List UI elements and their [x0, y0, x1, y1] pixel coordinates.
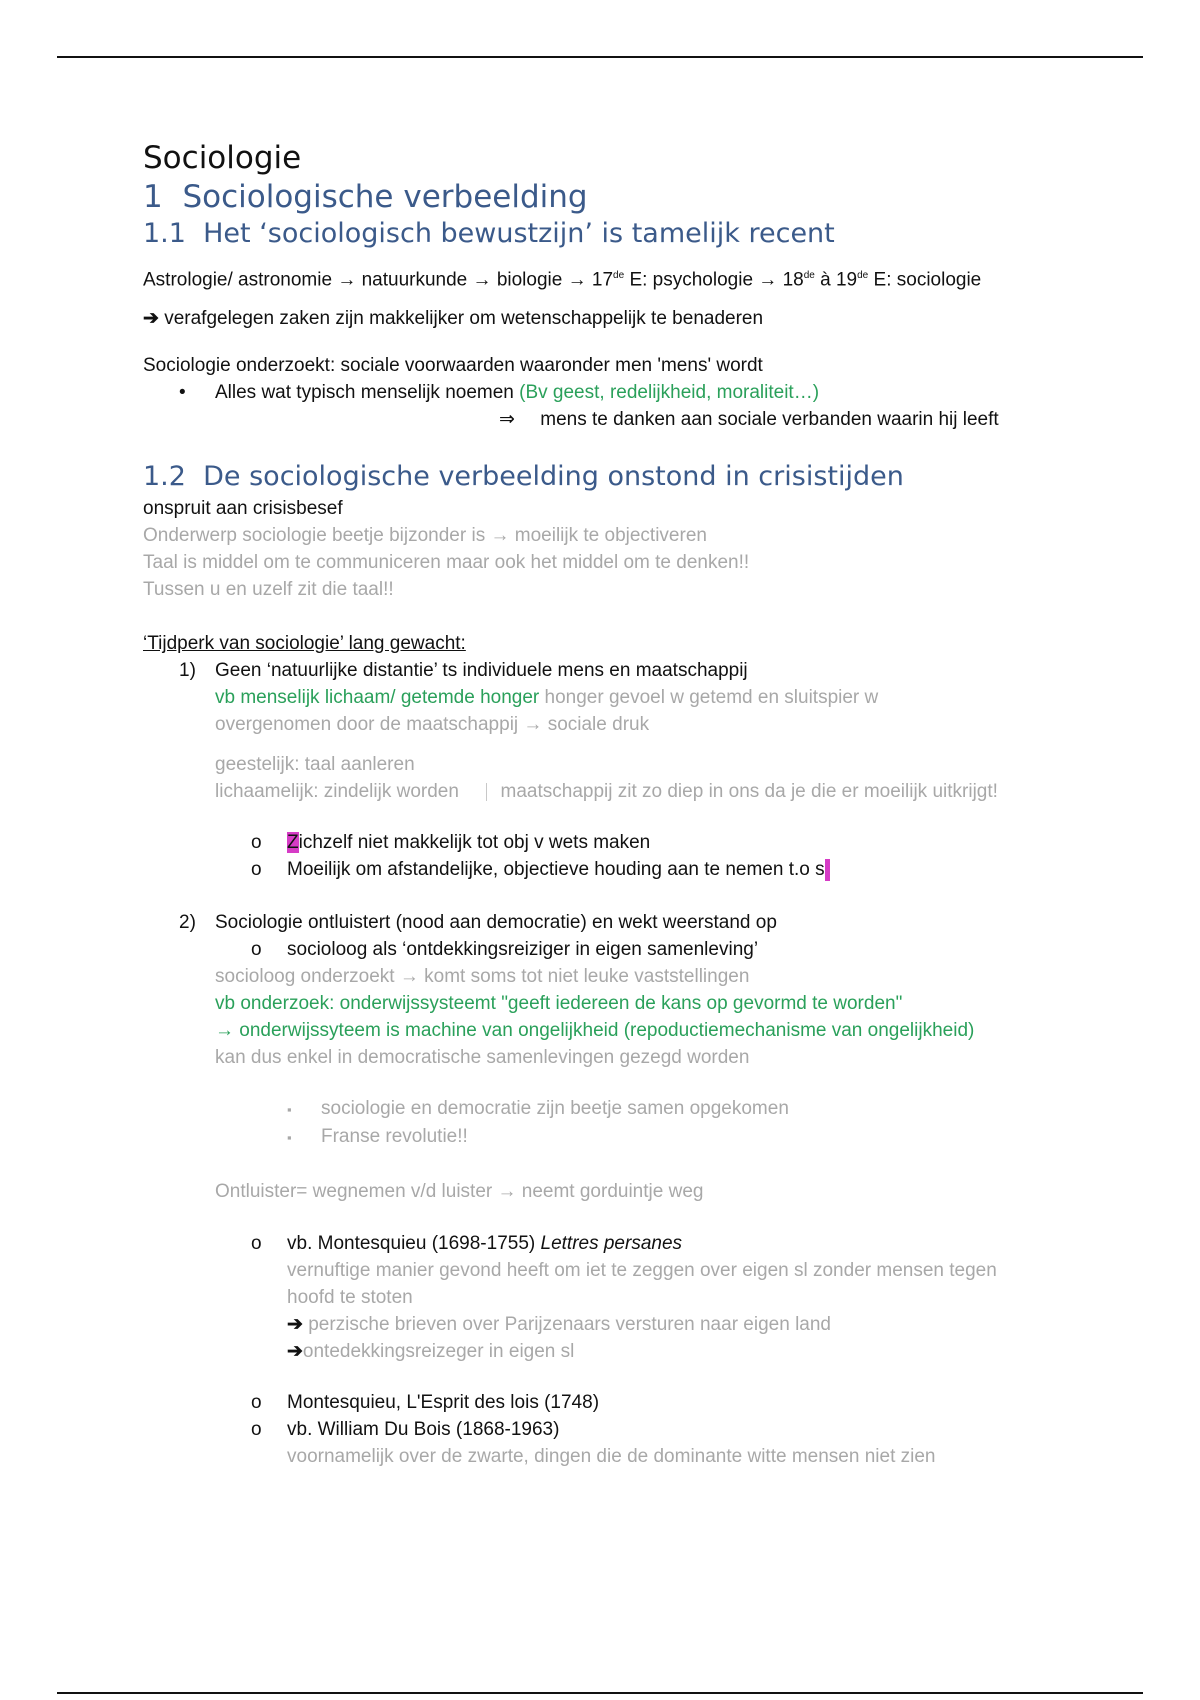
- bullet-dot-icon: •: [179, 382, 186, 404]
- square-item: [215, 1095, 1103, 1123]
- list-number: 2): [179, 912, 196, 934]
- doc-title: Sociologie: [143, 140, 302, 176]
- circle-bullet-icon: o: [251, 1392, 262, 1414]
- ontluister-definition: Ontluister= wegnemen v/d luister: [215, 1181, 493, 1203]
- arrow-icon: →: [472, 269, 492, 291]
- implies-text: mens te danken aan sociale verbanden waarin hij leeft: [540, 409, 999, 431]
- montesquieu-gray-1: vernuftige manier gevond heeft om iet te zeggen over eigen sl zonder mensen tegen: [287, 1260, 997, 1282]
- ontluister-result: neemt gorduintje weg: [521, 1181, 704, 1203]
- item2-green-2-text: onderwijssyteem is machine van ongelijkheid (repoductiemechanisme van ongelijkheid): [239, 1020, 975, 1042]
- item2-gray-line-1: [215, 963, 1103, 990]
- bullet-example: (Bv geest, redelijkheid, moraliteit…): [519, 382, 820, 404]
- example-esprit-des-lois: [251, 1389, 1103, 1416]
- list-item-1-text: Geen ‘natuurlijke distantie’ ts individuele mens en maatschappij: [215, 660, 748, 682]
- bullet-item: [143, 379, 1103, 406]
- onderwerp-line: [143, 522, 1103, 549]
- sub-item-2-text: Moeilijk om afstandelijke, objectieve houding aan te nemen t.o s: [287, 859, 825, 881]
- circle-bullet-icon: o: [251, 859, 262, 881]
- ontdekkingsreiziger-text: ontedekkingsreizeger in eigen sl: [302, 1341, 575, 1363]
- list-item-1: [143, 657, 1103, 684]
- timeline-psychologie: E: psychologie: [629, 269, 754, 291]
- heading-1: [143, 178, 1103, 216]
- heading-1-1: [143, 216, 1103, 252]
- du-bois-text: vb. William Du Bois (1868-1963): [287, 1419, 560, 1441]
- arrow-icon: →: [215, 1020, 234, 1042]
- item1-gray-line-2: [215, 711, 1103, 738]
- sub-item: [215, 936, 1103, 963]
- arrow-icon: →: [399, 966, 419, 988]
- item1-gray-line-3: geestelijk: taal aanleren: [215, 754, 415, 776]
- circle-bullet-icon: o: [251, 1419, 262, 1441]
- sub-item: [215, 856, 1103, 883]
- arrow-icon: →: [567, 269, 587, 291]
- sup-de: de: [613, 270, 625, 281]
- heading-1-text: Sociologische verbeelding: [182, 179, 588, 215]
- circle-bullet-icon: o: [251, 939, 262, 961]
- item1-gray-4a: lichaamelijk: zindelijk worden: [215, 781, 459, 803]
- montesquieu-gray-4: [287, 1338, 1103, 1365]
- heading-1-num: 1: [143, 179, 163, 215]
- item2-gray-1b: komt soms tot niet leuke vaststellingen: [424, 966, 750, 988]
- arrow-icon: →: [497, 1181, 517, 1203]
- timeline-17: 17: [591, 269, 614, 291]
- circle-bullet-icon: o: [251, 832, 262, 854]
- item1-gray-line-4: [215, 778, 1103, 805]
- arrow-bold-icon: ➔: [287, 1314, 303, 1336]
- distant-things-text: verafgelegen zaken zijn makkelijker om wetenschappelijk te benaderen: [164, 308, 764, 330]
- arrow-icon: →: [523, 714, 543, 736]
- arrow-bold-icon: ➔: [287, 1341, 303, 1363]
- timeline-astrologie: Astrologie/ astronomie: [143, 269, 333, 291]
- item1-example: vb menselijk lichaam/ getemde honger: [215, 687, 540, 709]
- sub-item-1-text: ichzelf niet makkelijk tot obj v wets maken: [298, 832, 651, 854]
- square-item-2-text: Franse revolutie!!: [321, 1126, 468, 1148]
- arrow-icon: →: [337, 269, 357, 291]
- item2-gray-line-2: kan dus enkel in democratische samenlevingen gezegd worden: [215, 1047, 750, 1069]
- item2-sub-text: socioloog als ‘ontdekkingsreiziger in eigen samenleving’: [287, 939, 759, 961]
- item1-gray-2a: overgenomen door de maatschappij: [215, 714, 519, 736]
- item1-example-line: [215, 684, 1103, 711]
- arrow-icon: →: [490, 525, 510, 547]
- objectiveren-text: moeilijk te objectiveren: [514, 525, 707, 547]
- crisisbesef-line: onspruit aan crisisbesef: [143, 498, 343, 520]
- square-item: [215, 1123, 1103, 1151]
- arrow-icon: →: [758, 269, 778, 291]
- esprit-des-lois-text: Montesquieu, L'Esprit des lois (1748): [287, 1392, 600, 1414]
- tussen-line: Tussen u en uzelf zit die taal!!: [143, 579, 394, 601]
- taal-line: Taal is middel om te communiceren maar ook het middel om te denken!!: [143, 552, 750, 574]
- timeline-sociologie: E: sociologie: [873, 269, 982, 291]
- sup-de: de: [857, 270, 869, 281]
- du-bois-gray: voornamelijk over de zwarte, dingen die de dominante witte mensen niet zien: [287, 1446, 936, 1468]
- sociologie-onderzoekt: Sociologie onderzoekt: sociale voorwaarden waaronder men 'mens' wordt: [143, 355, 763, 377]
- text-cursor: [825, 859, 830, 881]
- list-item-2-text: Sociologie ontluistert (nood aan democratie) en wekt weerstand op: [215, 912, 777, 934]
- heading-1-2-num: 1.2: [143, 461, 186, 493]
- tijdperk-heading: ‘Tijdperk van sociologie’ lang gewacht:: [143, 633, 466, 655]
- square-item-1-text: sociologie en democratie zijn beetje samen opgekomen: [321, 1098, 789, 1120]
- timeline-biologie: biologie: [496, 269, 563, 291]
- highlighted-letter: Z: [287, 832, 299, 854]
- timeline-19: à 19: [820, 269, 858, 291]
- timeline-line: [143, 262, 1103, 293]
- sub-item: [215, 829, 1103, 856]
- bullet-text: Alles wat typisch menselijk noemen: [215, 382, 514, 404]
- item1-gray-4b: maatschappij zit zo diep in ons da je die er moeilijk uitkrijgt!: [500, 781, 998, 803]
- document-body: [143, 138, 1103, 1470]
- implies-icon: ⇒: [499, 409, 515, 431]
- circle-bullet-icon: o: [251, 1233, 262, 1255]
- item2-green-line-2: [215, 1017, 1103, 1044]
- heading-1-2-text: De sociologische verbeelding onstond in crisistijden: [203, 461, 904, 493]
- item1-gray-1: honger gevoel w getemd en sluitspier w: [544, 687, 879, 709]
- montesquieu-gray-2: hoofd te stoten: [287, 1287, 413, 1309]
- perzische-brieven-text: perzische brieven over Parijzenaars versturen naar eigen land: [308, 1314, 831, 1336]
- timeline-natuurkunde: natuurkunde: [361, 269, 468, 291]
- example-du-bois: [251, 1416, 1103, 1443]
- list-number: 1): [179, 660, 196, 682]
- bracket-divider: [464, 783, 487, 801]
- item2-green-line-1: vb onderzoek: onderwijssysteemt "geeft iedereen de kans op gevormd te worden": [215, 993, 903, 1015]
- heading-1-1-num: 1.1: [143, 218, 186, 249]
- item1-gray-2b: sociale druk: [547, 714, 650, 736]
- heading-1-1-text: Het ‘sociologisch bewustzijn’ is tamelijk recent: [203, 218, 835, 249]
- top-rule: [57, 56, 1143, 58]
- timeline-18: 18: [782, 269, 804, 291]
- example-montesquieu: [251, 1230, 1103, 1257]
- distant-things-line: [143, 305, 1103, 332]
- bottom-rule: [57, 1692, 1143, 1694]
- square-bullet-icon: ▪: [287, 1102, 292, 1118]
- montesquieu-text: vb. Montesquieu (1698-1755): [287, 1233, 536, 1255]
- montesquieu-gray-3: [287, 1311, 1103, 1338]
- arrow-bold-icon: ➔: [143, 308, 159, 330]
- sup-de: de: [803, 270, 815, 281]
- square-bullet-icon: ▪: [287, 1130, 292, 1146]
- lettres-persanes-title: Lettres persanes: [540, 1233, 683, 1255]
- item2-gray-1a: socioloog onderzoekt: [215, 966, 395, 988]
- ontluister-line: [215, 1178, 1103, 1205]
- onderwerp-text: Onderwerp sociologie beetje bijzonder is: [143, 525, 486, 547]
- implies-line: [143, 406, 1103, 433]
- list-item-2: [143, 909, 1103, 936]
- heading-1-2: [143, 459, 1103, 495]
